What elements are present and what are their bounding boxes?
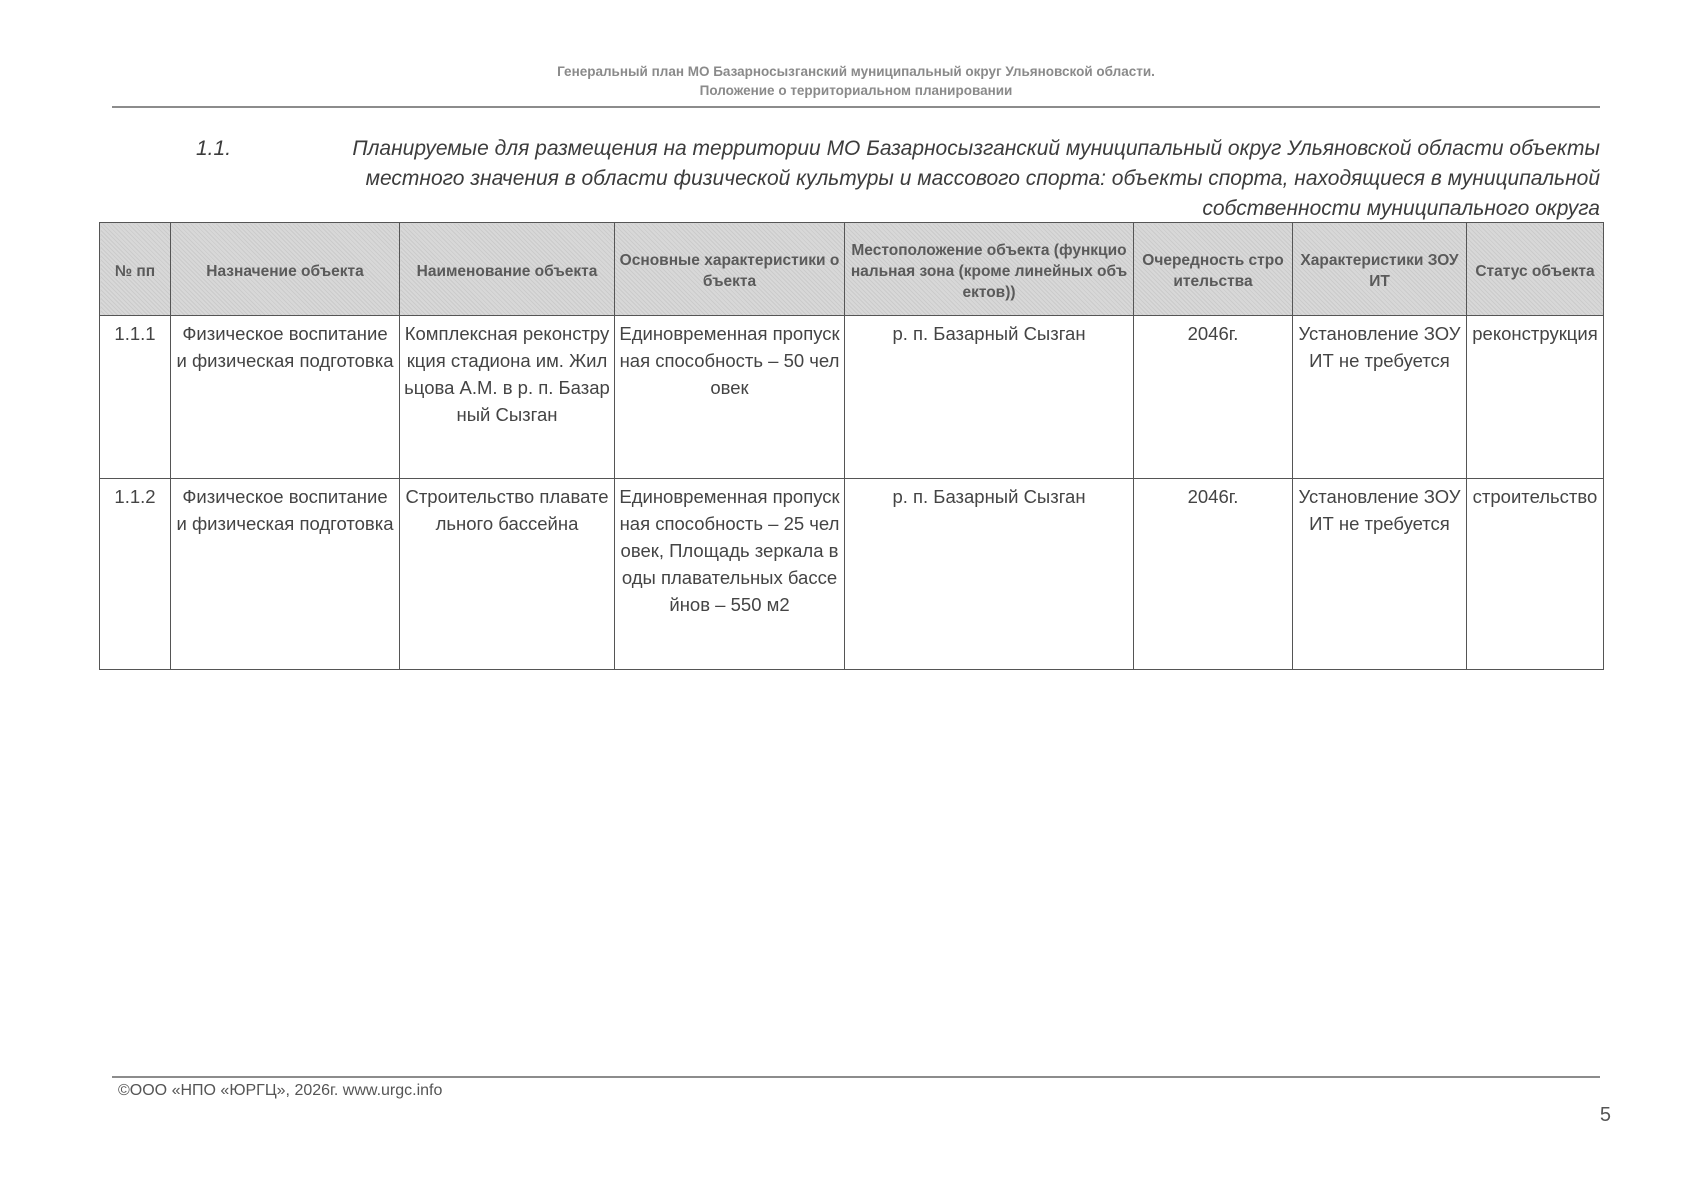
cell-name: Комплексная реконструкция стадиона им. Жильцова А.М. в р. п. Базарный Сызган — [400, 316, 615, 479]
column-header-zouit: Характеристики ЗОУИТ — [1293, 223, 1467, 316]
page-number: 5 — [1599, 1104, 1611, 1126]
column-header-construction-order: Очередность строительства — [1134, 223, 1293, 316]
cell-construction-order: 2046г. — [1134, 479, 1293, 670]
planned-objects-table — [99, 222, 1604, 670]
cell-number: 1.1.1 — [100, 316, 171, 479]
cell-purpose: Физическое воспитание и физическая подготовка — [171, 316, 400, 479]
cell-zouit: Установление ЗОУИТ не требуется — [1293, 479, 1467, 670]
cell-characteristics: Единовременная пропускная способность – 25 человек, Площадь зеркала воды плавательных бассейнов – 550 м2 — [615, 479, 845, 670]
table-header-row — [100, 223, 1604, 316]
table-row — [100, 316, 1604, 479]
cell-status: реконструкция — [1467, 316, 1604, 479]
footer-divider — [112, 1076, 1600, 1078]
header-divider — [112, 106, 1600, 108]
cell-characteristics: Единовременная пропускная способность – 50 человек — [615, 316, 845, 479]
cell-construction-order: 2046г. — [1134, 316, 1293, 479]
cell-zouit: Установление ЗОУИТ не требуется — [1293, 316, 1467, 479]
column-header-status: Статус объекта — [1467, 223, 1604, 316]
section-number: 1.1. — [196, 137, 232, 160]
cell-number: 1.1.2 — [100, 479, 171, 670]
cell-purpose: Физическое воспитание и физическая подготовка — [171, 479, 400, 670]
column-header-purpose: Назначение объекта — [171, 223, 400, 316]
cell-location: р. п. Базарный Сызган — [845, 479, 1134, 670]
cell-location: р. п. Базарный Сызган — [845, 316, 1134, 479]
header-title: Генеральный план МО Базарносызганский муниципальный округ Ульяновской области. — [557, 64, 1155, 79]
section-heading — [196, 134, 1600, 224]
table-row — [100, 479, 1604, 670]
section-title: Планируемые для размещения на территории МО Базарносызганский муниципальный округ Ульяновской области объекты местного значения в области физической культуры и массового спорта: объекты спорта, находящиеся в муниципальной собственности муниципального округа — [352, 137, 1600, 220]
header-subtitle: Положение о территориальном планировании — [699, 83, 1013, 98]
column-header-number: № пп — [100, 223, 171, 316]
footer-copyright: ©ООО «НПО «ЮРГЦ», 2026г. www.urgc.info — [118, 1082, 443, 1099]
column-header-characteristics: Основные характеристики объекта — [615, 223, 845, 316]
column-header-name: Наименование объекта — [400, 223, 615, 316]
cell-status: строительство — [1467, 479, 1604, 670]
page-header — [112, 62, 1600, 100]
column-header-location: Местоположение объекта (функциональная зона (кроме линейных объектов)) — [845, 223, 1134, 316]
cell-name: Строительство плавательного бассейна — [400, 479, 615, 670]
